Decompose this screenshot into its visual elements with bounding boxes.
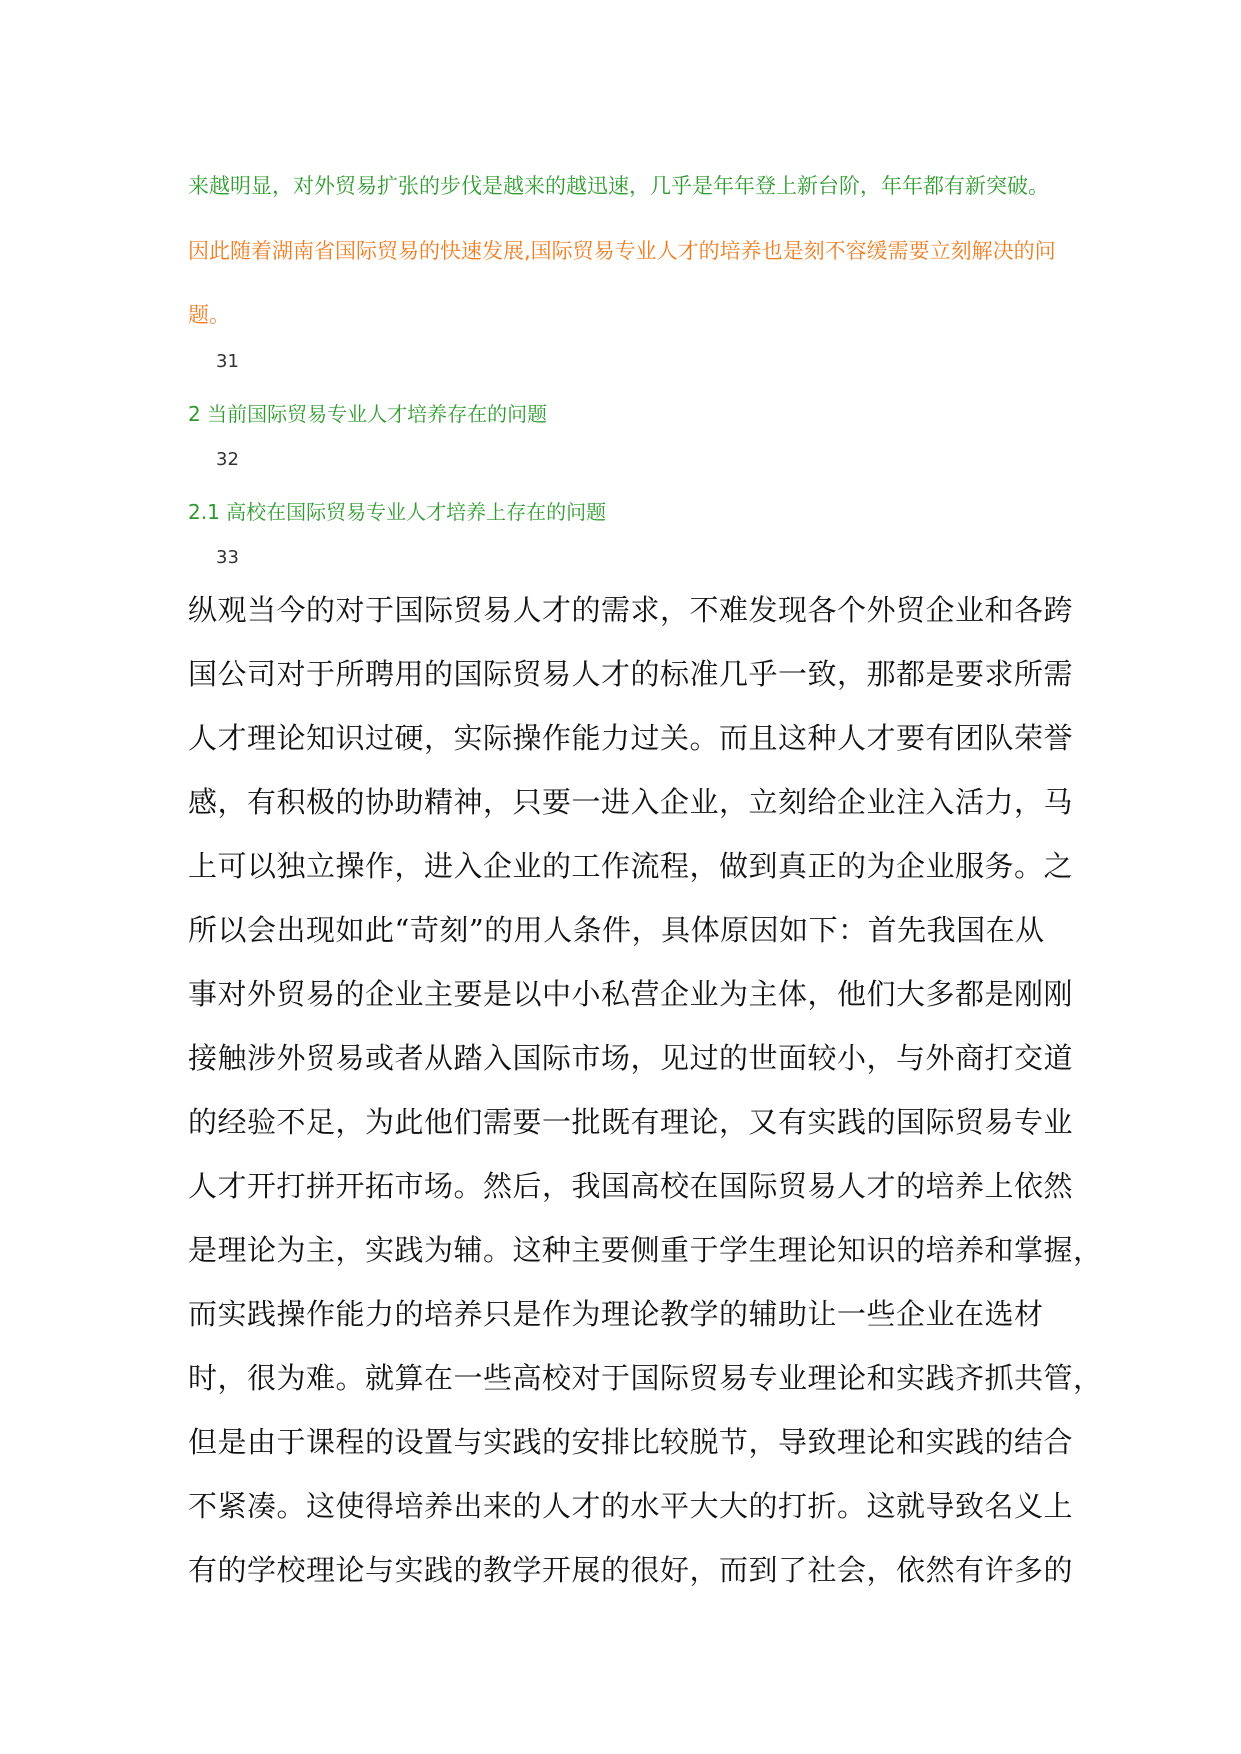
body-line: 时，很为难。就算在一些高校对于国际贸易专业理论和实践齐抓共管， (188, 1361, 1103, 1395)
body-line: 所以会出现如此“苛刻”的用人条件，具体原因如下：首先我国在从 (188, 913, 1045, 947)
body-line: 的经验不足，为此他们需要一批既有理论，又有实践的国际贸易专业 (188, 1105, 1074, 1139)
body-line: 接触涉外贸易或者从踏入国际市场，见过的世面较小，与外商打交道 (188, 1041, 1074, 1075)
body-line: 人才开打拼开拓市场。然后，我国高校在国际贸易人才的培养上依然 (188, 1169, 1074, 1203)
section-heading-2-1: 2.1 高校在国际贸易专业人才培养上存在的问题 (188, 500, 607, 524)
intro-line-2: 因此随着湖南省国际贸易的快速发展,国际贸易专业人才的培养也是刻不容缓需要立刻解决的问 (188, 239, 1056, 263)
intro-line-1: 来越明显，对外贸易扩张的步伐是越来的越迅速，几乎是年年登上新台阶，年年都有新突破。 (188, 174, 1049, 198)
intro-line-3: 题。 (188, 303, 230, 327)
line-number-31: 31 (216, 351, 239, 372)
line-number-33: 33 (216, 547, 239, 568)
section-heading-2: 2 当前国际贸易专业人才培养存在的问题 (188, 402, 548, 426)
body-line: 纵观当今的对于国际贸易人才的需求，不难发现各个外贸企业和各跨 (188, 593, 1074, 627)
body-line: 不紧凑。这使得培养出来的人才的水平大大的打折。这就导致名义上 (188, 1489, 1074, 1523)
body-line: 事对外贸易的企业主要是以中小私营企业为主体，他们大多都是刚刚 (188, 977, 1074, 1011)
body-line: 上可以独立操作，进入企业的工作流程，做到真正的为企业服务。之 (188, 849, 1074, 883)
body-line: 感，有积极的协助精神，只要一进入企业，立刻给企业注入活力，马 (188, 785, 1074, 819)
body-line: 而实践操作能力的培养只是作为理论教学的辅助让一些企业在选材 (188, 1297, 1044, 1331)
body-line: 国公司对于所聘用的国际贸易人才的标准几乎一致，那都是要求所需 (188, 657, 1074, 691)
line-number-32: 32 (216, 449, 239, 470)
body-line: 有的学校理论与实践的教学开展的很好，而到了社会，依然有许多的 (188, 1553, 1074, 1587)
body-line: 是理论为主，实践为辅。这种主要侧重于学生理论知识的培养和掌握， (188, 1233, 1103, 1267)
body-line: 人才理论知识过硬，实际操作能力过关。而且这种人才要有团队荣誉 (188, 721, 1074, 755)
body-line: 但是由于课程的设置与实践的安排比较脱节，导致理论和实践的结合 (188, 1425, 1074, 1459)
